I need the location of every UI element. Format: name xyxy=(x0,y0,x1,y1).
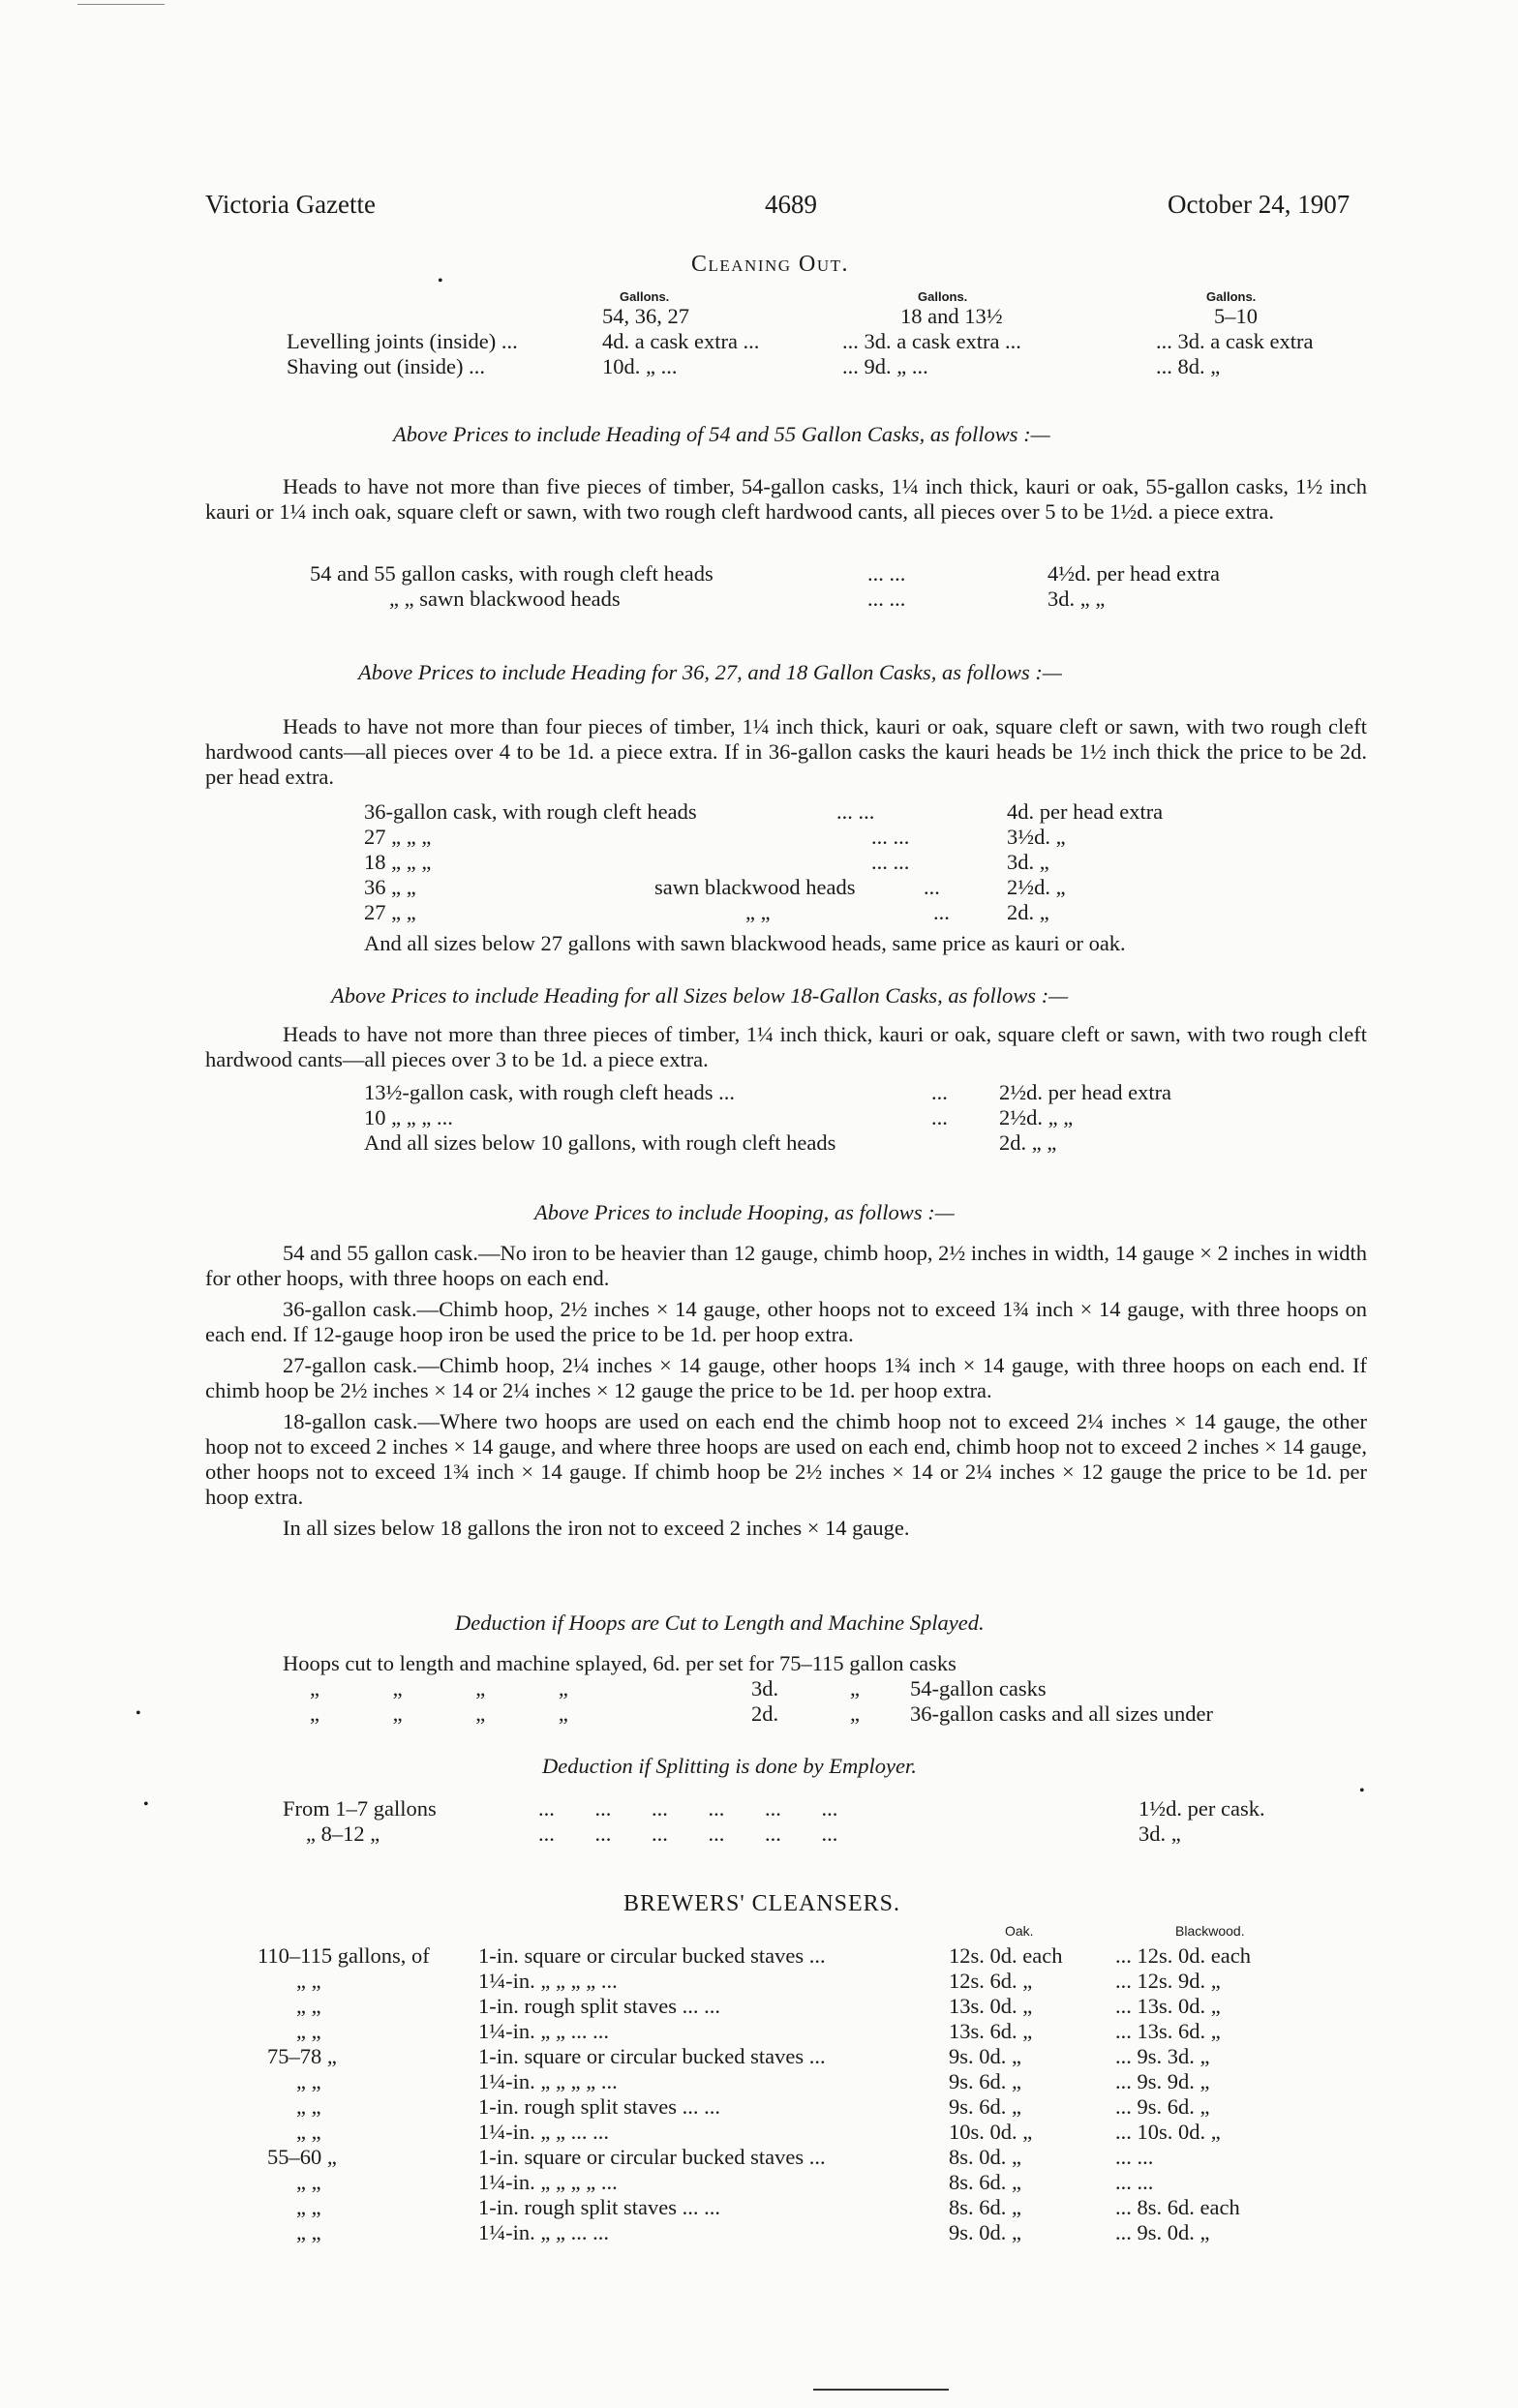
price-row-mid: sawn blackwood heads xyxy=(654,875,856,899)
stray-mark: • xyxy=(143,1796,149,1813)
brewers-row-oak: 12s. 0d. each xyxy=(949,1943,1063,1968)
heading-36-27-18-paragraph xyxy=(205,714,1367,796)
price-row-dots: ... ... xyxy=(871,850,910,874)
brewers-row-staves: 1-in. square or circular bucked staves ... xyxy=(478,2044,826,2068)
brewers-row-blackwood: ... 13s. 0d. „ xyxy=(1115,1994,1221,2018)
stray-mark: • xyxy=(438,273,443,289)
brewers-row-blackwood: ... 8s. 6d. each xyxy=(1115,2195,1240,2219)
heading-54-55-paragraph xyxy=(205,474,1367,530)
price-row-price: 3½d. „ xyxy=(1007,825,1066,849)
header-title: Victoria Gazette xyxy=(205,190,377,219)
price-row-price: 2½d. „ „ xyxy=(999,1105,1074,1129)
col-blackwood-header: Blackwood. xyxy=(1175,1923,1245,1939)
price-row-dots: ... ... xyxy=(867,561,906,586)
cleaning-row-label: Shaving out (inside) ... xyxy=(287,354,485,378)
section-title-deduction-splitting: Deduction if Splitting is done by Employer. xyxy=(542,1754,917,1778)
brewers-row-size: 75–78 „ xyxy=(267,2044,337,2068)
brewers-row-oak: 9s. 0d. „ xyxy=(949,2044,1021,2068)
brewers-row-size: „ „ xyxy=(296,2170,321,2194)
price-row-size: 18 „ „ „ xyxy=(364,850,432,874)
col-unit-3: Gallons. xyxy=(1206,289,1257,304)
price-row-price: 2½d. per head extra xyxy=(999,1080,1172,1104)
brewers-row-blackwood: ... 9s. 6d. „ xyxy=(1115,2094,1210,2119)
price-row-desc: And all sizes below 10 gallons, with rough cleft heads xyxy=(364,1130,836,1155)
price-row-size: 27 „ „ xyxy=(364,900,416,924)
brewers-row-blackwood: ... 12s. 0d. each xyxy=(1115,1943,1251,1968)
brewers-row-oak: 10s. 0d. „ xyxy=(949,2120,1033,2144)
page-number: 4689 xyxy=(765,190,817,219)
heading-below-18-paragraph xyxy=(205,1022,1367,1078)
price-row-dots: ... ... xyxy=(867,587,906,611)
brewers-cleansers-title: BREWERS' CLEANSERS. xyxy=(623,1891,901,1916)
col-sizes-3: 5–10 xyxy=(1214,304,1258,328)
section-title-hooping: Above Prices to include Hooping, as follows :— xyxy=(534,1200,955,1224)
price-row-size: 27 „ „ „ xyxy=(364,825,432,849)
hooping-paragraph-below-18: In all sizes below 18 gallons the iron not to exceed 2 inches × 14 gauge. xyxy=(283,1516,910,1540)
brewers-row-size: „ „ xyxy=(296,2069,321,2093)
brewers-row-blackwood: ... 9s. 3d. „ xyxy=(1115,2044,1210,2068)
brewers-row-oak: 8s. 6d. „ xyxy=(949,2195,1021,2219)
cleaning-row-c1: 10d. „ ... xyxy=(602,354,678,378)
brewers-row-staves: 1¼-in. „ „ „ „ ... xyxy=(478,2170,618,2194)
price-row-price: 2½d. „ xyxy=(1007,875,1066,899)
price-row-price: 4½d. per head extra xyxy=(1047,561,1221,586)
deduction-row-ditto: „ „ „ „ xyxy=(310,1676,568,1701)
col-sizes-1: 54, 36, 27 xyxy=(602,304,689,328)
hooping-paragraph-36: 36-gallon cask.—Chimb hoop, 2½ inches × 14 gauge, other hoops not to exceed 1¾ inch × 14 gauge, with three hoops on each end. If 12-gauge hoop iron be used the price to be 1d. per hoop extra. xyxy=(205,1297,1367,1346)
deduction-row-price: 2d. xyxy=(751,1701,779,1726)
brewers-row-oak: 13s. 6d. „ xyxy=(949,2019,1033,2043)
stray-mark: • xyxy=(1359,1783,1365,1799)
brewers-row-staves: 1¼-in. „ „ „ „ ... xyxy=(478,2069,618,2093)
cleaning-row-c2: ... 3d. a cask extra ... xyxy=(842,329,1021,353)
paragraph-text: Heads to have not more than three pieces of timber, 1¼ inch thick, kauri or oak, square cleft or sawn, with two rough cleft hardwood cants—all pieces over 3 to be 1d. a piece extra. xyxy=(205,1022,1367,1071)
deduction-row-quote: „ xyxy=(850,1676,860,1701)
splitting-row-dots: ... ... ... ... ... ... xyxy=(538,1796,838,1821)
brewers-row-staves: 1¼-in. „ „ ... ... xyxy=(478,2019,609,2043)
splitting-row-range: „ 8–12 „ xyxy=(306,1821,380,1846)
price-row-dots: ... xyxy=(924,875,940,899)
price-row-dots: ... xyxy=(933,900,950,924)
brewers-row-size: „ „ xyxy=(296,1969,321,1993)
stray-mark: • xyxy=(136,1705,141,1722)
price-row-dots: ... ... xyxy=(836,799,875,824)
col-unit-1: Gallons. xyxy=(620,289,670,304)
brewers-row-size: „ „ xyxy=(296,2094,321,2119)
brewers-row-staves: 1-in. rough split staves ... ... xyxy=(478,2195,720,2219)
deduction-row-ditto: „ „ „ „ xyxy=(310,1701,568,1726)
deduction-row-desc: 36-gallon casks and all sizes under xyxy=(910,1701,1214,1726)
price-row-dots: ... ... xyxy=(871,825,910,849)
cleaning-row-c1: 4d. a cask extra ... xyxy=(602,329,760,353)
brewers-row-blackwood: ... 9s. 9d. „ xyxy=(1115,2069,1210,2093)
paragraph-text: Heads to have not more than five pieces of timber, 54-gallon casks, 1¼ inch thick, kauri or oak, 55-gallon casks, 1½ inch kauri or 1¼ inch oak, square cleft or sawn, with two rough cleft hardwood cants, all pieces over 5 to be 1½d. a piece extra. xyxy=(205,474,1367,524)
brewers-row-size: 110–115 gallons, of xyxy=(258,1943,430,1968)
brewers-row-size: „ „ xyxy=(296,2120,321,2144)
col-sizes-2: 18 and 13½ xyxy=(900,304,1003,328)
brewers-row-oak: 9s. 0d. „ xyxy=(949,2220,1021,2244)
brewers-row-oak: 13s. 0d. „ xyxy=(949,1994,1033,2018)
cleaning-row-label: Levelling joints (inside) ... xyxy=(287,329,518,353)
splitting-row-price: 3d. „ xyxy=(1138,1821,1181,1846)
price-row-dots: ... xyxy=(931,1080,948,1104)
brewers-row-staves: 1¼-in. „ „ „ „ ... xyxy=(478,1969,618,1993)
brewers-row-blackwood: ... 12s. 9d. „ xyxy=(1115,1969,1221,1993)
brewers-row-oak: 9s. 6d. „ xyxy=(949,2094,1021,2119)
bottom-rule xyxy=(813,2389,949,2391)
price-row-price: 3d. „ „ xyxy=(1047,587,1106,611)
price-row-desc: „ „ sawn blackwood heads xyxy=(389,587,621,611)
brewers-row-blackwood: ... ... xyxy=(1115,2145,1154,2169)
brewers-row-oak: 8s. 0d. „ xyxy=(949,2145,1021,2169)
paragraph-text: Heads to have not more than four pieces of timber, 1¼ inch thick, kauri or oak, square cleft or sawn, with two rough cleft hardwood cants—all pieces over 4 to be 1d. a piece extra. If in 36-gallon casks the kauri heads be 1½ inch thick the price to be 2d. per head extra. xyxy=(205,714,1367,789)
brewers-row-size: „ „ xyxy=(296,1994,321,2018)
top-edge-mark xyxy=(77,4,165,5)
hooping-paragraphs xyxy=(205,1241,1367,1547)
deduction-row-quote: „ xyxy=(850,1701,860,1726)
cleaning-row-c3: ... 8d. „ xyxy=(1156,354,1221,378)
heading-36-note: And all sizes below 27 gallons with sawn blackwood heads, same price as kauri or oak. xyxy=(364,931,1126,955)
section-title-heading-below-18: Above Prices to include Heading for all Sizes below 18-Gallon Casks, as follows :— xyxy=(331,983,1069,1008)
cleaning-row-c3: ... 3d. a cask extra xyxy=(1156,329,1314,353)
brewers-row-size: „ „ xyxy=(296,2019,321,2043)
hooping-paragraph-27: 27-gallon cask.—Chimb hoop, 2¼ inches × 14 gauge, other hoops 1¾ inch × 14 gauge, with three hoops on each end. If chimb hoop be 2½ inches × 14 or 2¼ inches × 12 gauge the price to be 1d. per hoop extra. xyxy=(205,1353,1367,1402)
brewers-row-oak: 8s. 6d. „ xyxy=(949,2170,1021,2194)
section-title-heading-54-55: Above Prices to include Heading of 54 and 55 Gallon Casks, as follows :— xyxy=(393,422,1050,446)
price-row-price: 4d. per head extra xyxy=(1007,799,1164,824)
price-row-size: 36 „ „ xyxy=(364,875,416,899)
brewers-row-blackwood: ... 10s. 0d. „ xyxy=(1115,2120,1221,2144)
brewers-row-size: 55–60 „ xyxy=(267,2145,337,2169)
brewers-row-blackwood: ... ... xyxy=(1115,2170,1154,2194)
cleaning-out-title: Cleaning Out. xyxy=(691,252,850,277)
splitting-row-dots: ... ... ... ... ... ... xyxy=(538,1821,838,1846)
brewers-row-oak: 12s. 6d. „ xyxy=(949,1969,1033,1993)
brewers-row-blackwood: ... 13s. 6d. „ xyxy=(1115,2019,1221,2043)
section-title-heading-36-27-18: Above Prices to include Heading for 36, 27, and 18 Gallon Casks, as follows :— xyxy=(358,660,1062,684)
deduction-row-price: 3d. xyxy=(751,1676,779,1701)
section-title-deduction-hoops: Deduction if Hoops are Cut to Length and Machine Splayed. xyxy=(455,1610,985,1635)
brewers-row-staves: 1¼-in. „ „ ... ... xyxy=(478,2220,609,2244)
splitting-row-price: 1½d. per cask. xyxy=(1138,1796,1265,1821)
deduction-row-desc: 54-gallon casks xyxy=(910,1676,1047,1701)
brewers-row-staves: 1-in. square or circular bucked staves ... xyxy=(478,2145,826,2169)
brewers-row-blackwood: ... 9s. 0d. „ xyxy=(1115,2220,1210,2244)
header-date: October 24, 1907 xyxy=(1168,190,1351,219)
col-unit-2: Gallons. xyxy=(918,289,968,304)
col-oak-header: Oak. xyxy=(1005,1923,1034,1939)
price-row-mid: „ „ xyxy=(745,900,771,924)
price-row-size: 36-gallon cask, with rough cleft heads xyxy=(364,799,697,824)
brewers-row-staves: 1-in. rough split staves ... ... xyxy=(478,1994,720,2018)
price-row-desc: 13½-gallon cask, with rough cleft heads ... xyxy=(364,1080,736,1104)
brewers-row-staves: 1-in. rough split staves ... ... xyxy=(478,2094,720,2119)
brewers-row-size: „ „ xyxy=(296,2195,321,2219)
price-row-dots: ... xyxy=(931,1105,948,1129)
price-row-desc: 10 „ „ „ ... xyxy=(364,1105,453,1129)
splitting-row-range: From 1–7 gallons xyxy=(283,1796,437,1821)
price-row-price: 2d. „ „ xyxy=(999,1130,1057,1155)
deduction-hoops-line: Hoops cut to length and machine splayed, 6d. per set for 75–115 gallon casks xyxy=(283,1651,956,1675)
cleaning-row-c2: ... 9d. „ ... xyxy=(842,354,928,378)
price-row-price: 3d. „ xyxy=(1007,850,1049,874)
price-row-desc: 54 and 55 gallon casks, with rough cleft heads xyxy=(310,561,713,586)
brewers-row-oak: 9s. 6d. „ xyxy=(949,2069,1021,2093)
hooping-paragraph-18: 18-gallon cask.—Where two hoops are used on each end the chimb hoop not to exceed 2¼ inches × 14 gauge, the other hoop not to exceed 2 inches × 14 gauge, and where three hoops are used on each end, chimb hoop not to exceed 2 inches × 14 gauge, other hoops not to exceed 1¾ inch × 14 gauge. If chimb hoop be 2½ inches × 14 or 2¼ inches × 12 gauge the price to be 1d. per hoop extra. xyxy=(205,1409,1367,1509)
brewers-row-staves: 1¼-in. „ „ ... ... xyxy=(478,2120,609,2144)
brewers-row-size: „ „ xyxy=(296,2220,321,2244)
brewers-row-staves: 1-in. square or circular bucked staves ... xyxy=(478,1943,826,1968)
price-row-price: 2d. „ xyxy=(1007,900,1049,924)
hooping-paragraph-54-55: 54 and 55 gallon cask.—No iron to be heavier than 12 gauge, chimb hoop, 2½ inches in width, 14 gauge × 2 inches in width for other hoops, with three hoops on each end. xyxy=(205,1241,1367,1290)
